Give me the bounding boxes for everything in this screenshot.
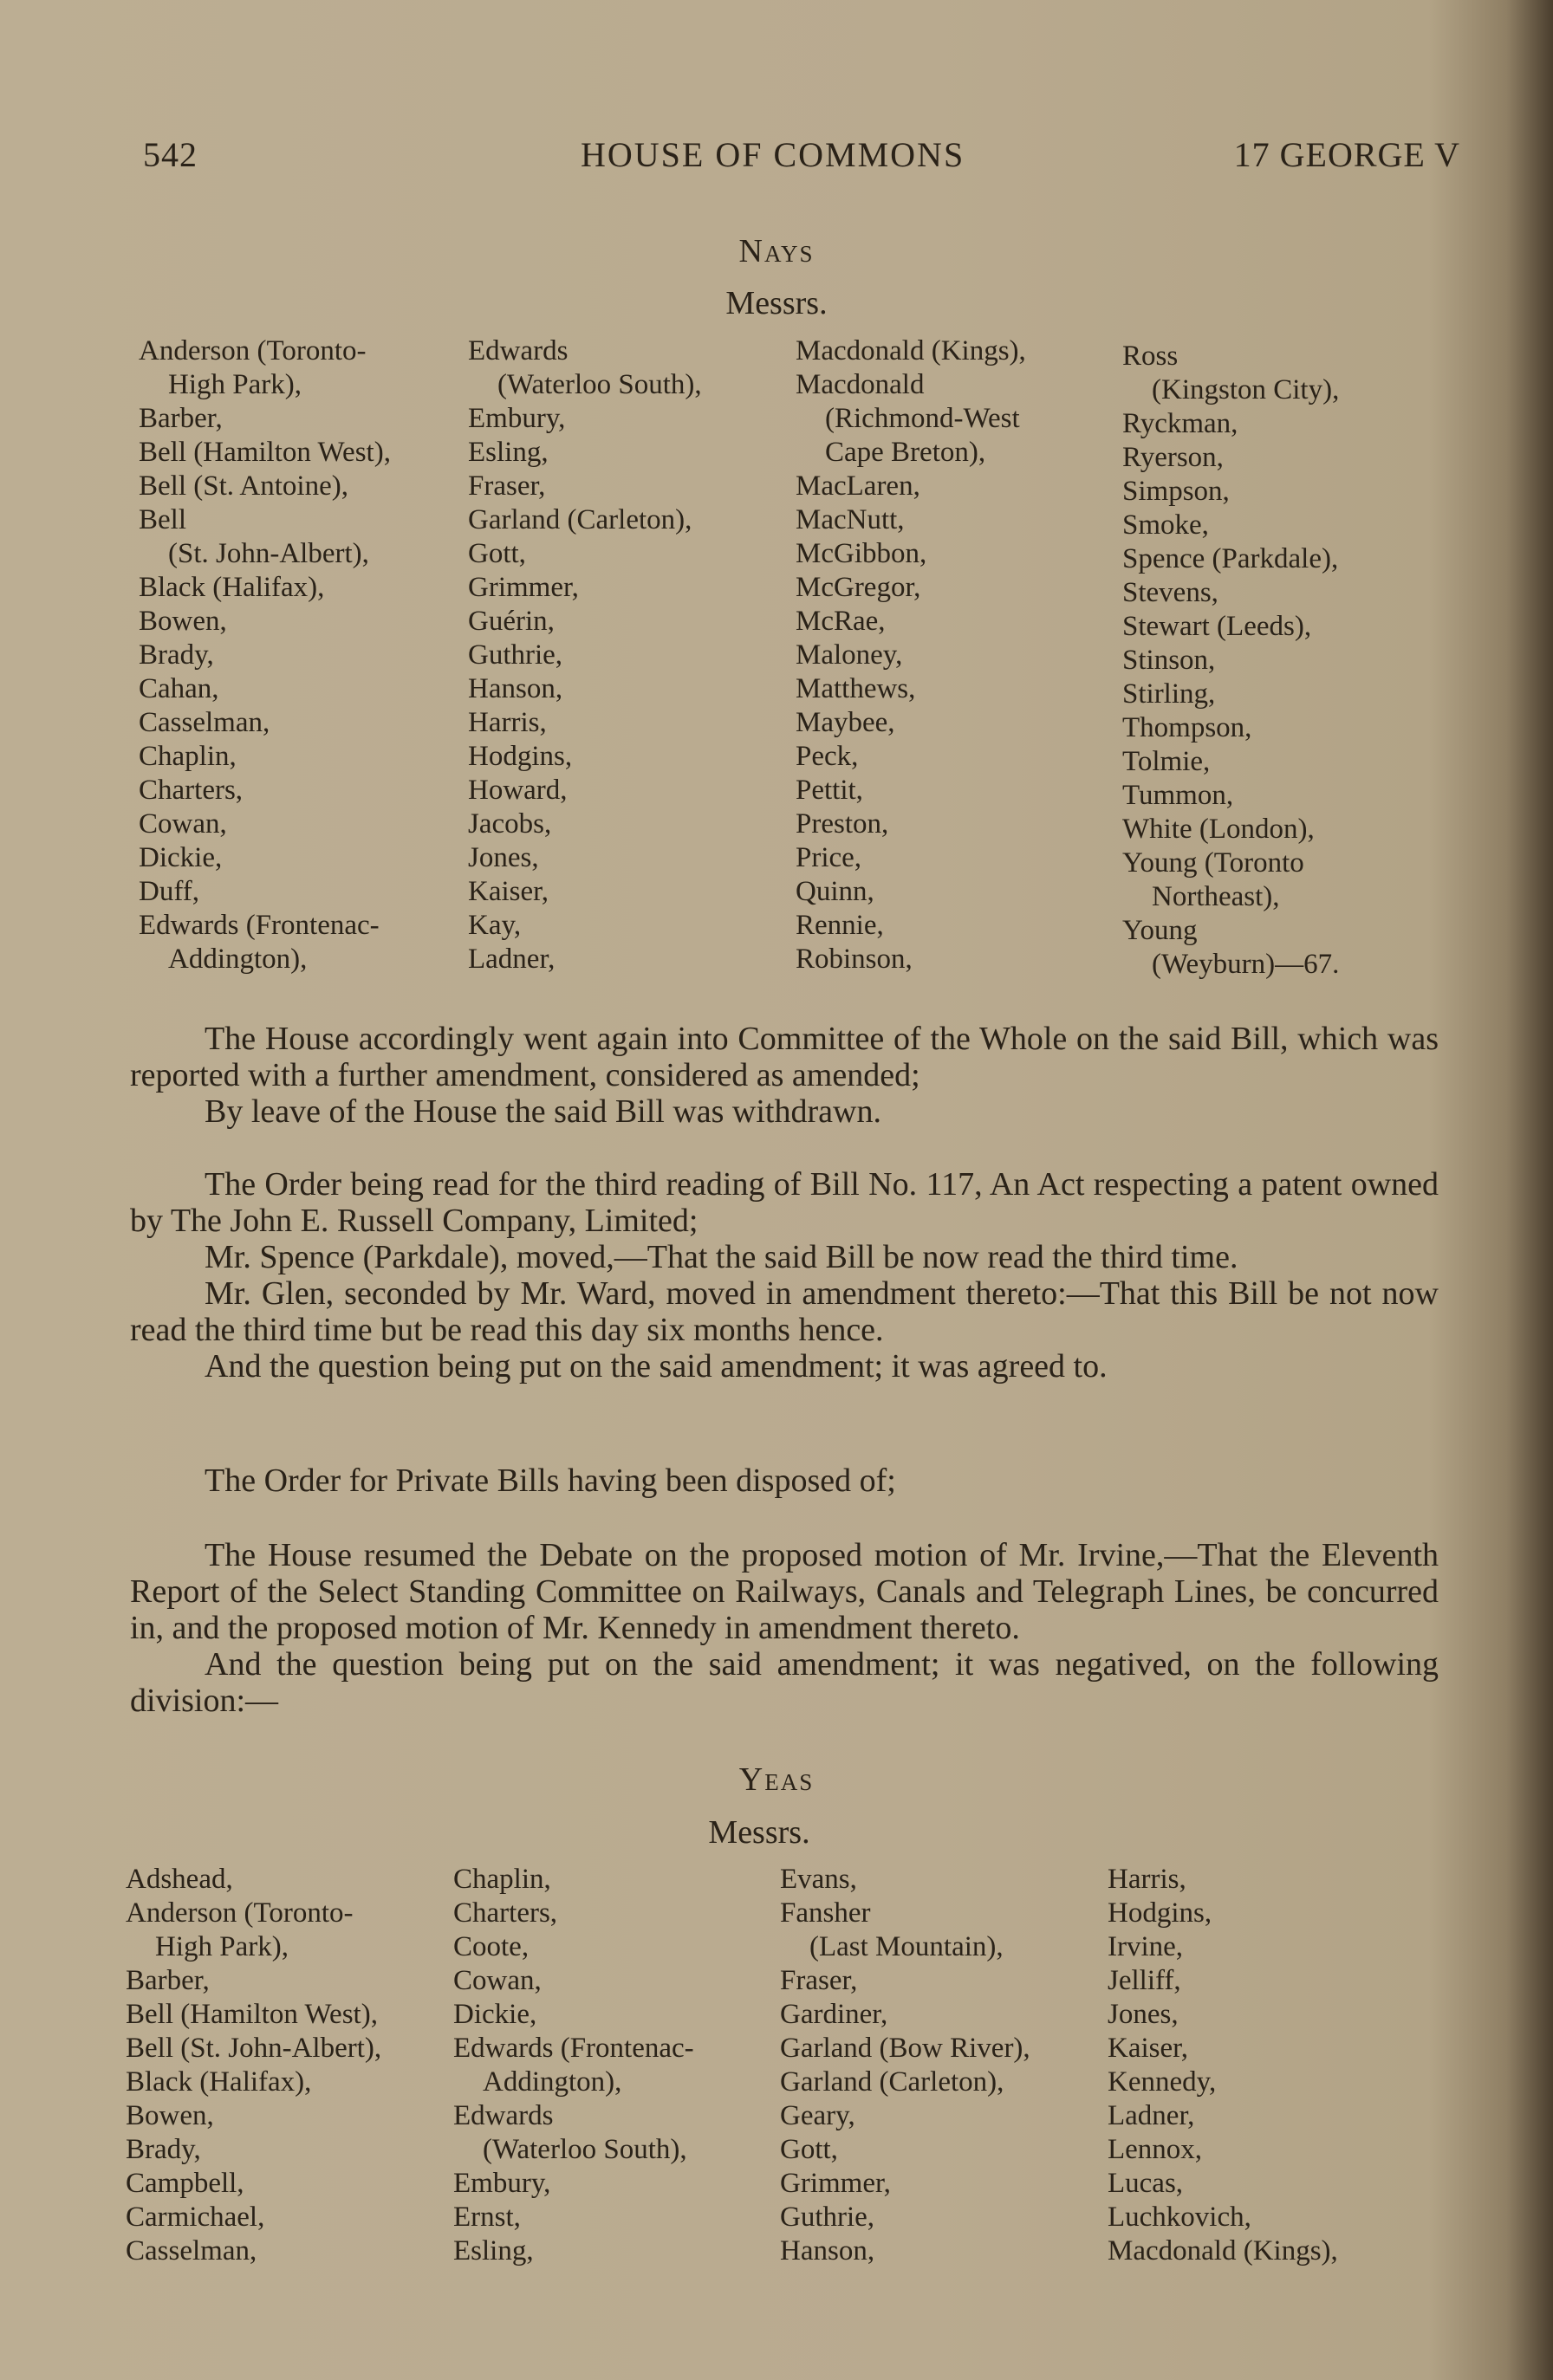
nays-column-1: [139, 334, 391, 976]
member-name: Bell (St. John-Albert),: [126, 2033, 382, 2064]
paragraph: The House resumed the Debate on the proposed motion of Mr. Irvine,—That the Eleventh Report of the Select Standing Committee on Railways, Canals and Telegraph Lines, be concurred in, and the proposed motion of Mr. Kennedy in amendment thereto.: [130, 1537, 1439, 1646]
member-name: Edwards: [453, 2100, 554, 2131]
member-name: Jones,: [1108, 1999, 1179, 2030]
member-name: Addington),: [483, 2066, 622, 2098]
member-name: Bell: [139, 504, 186, 535]
member-name: MacNutt,: [796, 504, 905, 535]
page-header: [143, 134, 1460, 186]
member-name: Coote,: [453, 1931, 530, 1962]
member-name: Ladner,: [468, 944, 556, 975]
member-name: High Park),: [155, 1931, 289, 1962]
member-name: Embury,: [468, 403, 566, 434]
member-name: Charters,: [453, 1897, 558, 1929]
member-name: Stinson,: [1122, 645, 1216, 676]
member-name: Dickie,: [139, 842, 223, 873]
yeas-heading: Yeas: [738, 1761, 815, 1798]
yeas-column-2: [453, 1863, 694, 2268]
member-name: Howard,: [468, 775, 568, 806]
member-name: Spence (Parkdale),: [1122, 543, 1339, 574]
member-name: Young (Toronto: [1122, 847, 1304, 879]
yeas-messrs: Messrs.: [708, 1814, 810, 1851]
member-name: Anderson (Toronto-: [126, 1897, 354, 1929]
paragraph: The Order for Private Bills having been disposed of;: [205, 1462, 896, 1499]
member-name: Garland (Carleton),: [780, 2066, 1004, 2098]
paragraph: Mr. Glen, seconded by Mr. Ward, moved in amendment thereto:—That this Bill be not now read the third time but be read this day six months hence.: [130, 1275, 1439, 1348]
member-name: Hanson,: [780, 2235, 875, 2267]
member-name: Simpson,: [1122, 476, 1230, 507]
member-name: Grimmer,: [468, 572, 579, 603]
member-name: Esling,: [453, 2235, 534, 2267]
paragraph-group-private-bills: [130, 1462, 1439, 1499]
paragraph-group-committee: [130, 1021, 1439, 1130]
member-name: McRae,: [796, 606, 886, 637]
member-name: Ryckman,: [1122, 408, 1238, 439]
member-name: Stevens,: [1122, 577, 1218, 608]
member-name: (Waterloo South),: [497, 369, 702, 400]
member-name: Stirling,: [1122, 678, 1216, 710]
member-name: Peck,: [796, 741, 859, 772]
member-name: Guthrie,: [780, 2202, 875, 2233]
member-name: Bell (Hamilton West),: [126, 1999, 378, 2030]
member-name: Jones,: [468, 842, 539, 873]
paragraph: By leave of the House the said Bill was withdrawn.: [205, 1093, 881, 1130]
member-name: Jelliff,: [1108, 1965, 1181, 1996]
member-name: Ryerson,: [1122, 442, 1224, 473]
member-name: (Weyburn)—67.: [1152, 949, 1340, 980]
member-name: Guthrie,: [468, 639, 563, 671]
member-name: Kennedy,: [1108, 2066, 1217, 2098]
member-name: Casselman,: [126, 2235, 257, 2267]
member-name: (St. John-Albert),: [168, 538, 369, 569]
paragraph: And the question being put on the said amendment; it was negatived, on the following division:—: [130, 1646, 1439, 1719]
member-name: Gott,: [780, 2134, 838, 2165]
nays-heading: Nays: [738, 233, 815, 269]
regnal-year: 17 GEORGE V: [1233, 135, 1460, 174]
member-name: Northeast),: [1152, 881, 1280, 912]
member-name: Brady,: [139, 639, 214, 671]
paragraph: Mr. Spence (Parkdale), moved,—That the said Bill be now read the third time.: [205, 1239, 1238, 1275]
paragraph-group-bill-117: [130, 1166, 1439, 1385]
member-name: (Waterloo South),: [483, 2134, 687, 2165]
member-name: Luchkovich,: [1108, 2202, 1251, 2233]
member-name: Edwards: [468, 335, 569, 366]
member-name: Edwards (Frontenac-: [139, 910, 380, 941]
member-name: Irvine,: [1108, 1931, 1184, 1962]
member-name: Kay,: [468, 910, 522, 941]
member-name: (Last Mountain),: [809, 1931, 1004, 1962]
member-name: Evans,: [780, 1864, 857, 1895]
member-name: Barber,: [139, 403, 223, 434]
member-name: (Richmond-West: [825, 403, 1020, 434]
member-name: Carmichael,: [126, 2202, 265, 2233]
member-name: White (London),: [1122, 814, 1315, 845]
member-name: Cowan,: [139, 808, 227, 840]
member-name: Black (Halifax),: [139, 572, 325, 603]
member-name: Fansher: [780, 1897, 871, 1929]
member-name: MacLaren,: [796, 470, 920, 502]
member-name: Young: [1122, 915, 1198, 946]
nays-column-2: [468, 334, 702, 976]
member-name: Guérin,: [468, 606, 555, 637]
member-name: Cowan,: [453, 1965, 542, 1996]
member-name: Maloney,: [796, 639, 903, 671]
member-name: Cahan,: [139, 673, 219, 704]
nays-messrs: Messrs.: [725, 285, 828, 321]
member-name: Black (Halifax),: [126, 2066, 312, 2098]
member-name: Bell (St. Antoine),: [139, 470, 348, 502]
member-name: Jacobs,: [468, 808, 552, 840]
member-name: Anderson (Toronto-: [139, 335, 367, 366]
member-name: Stewart (Leeds),: [1122, 611, 1312, 642]
member-name: Harris,: [1108, 1864, 1186, 1895]
member-name: Harris,: [468, 707, 547, 738]
yeas-column-3: [780, 1863, 1030, 2268]
yeas-column-4: [1108, 1863, 1338, 2268]
member-name: Ross: [1122, 340, 1179, 372]
member-name: Barber,: [126, 1965, 210, 1996]
page-title: HOUSE OF COMMONS: [581, 135, 965, 174]
member-name: Chaplin,: [139, 741, 237, 772]
member-name: Bowen,: [139, 606, 227, 637]
paragraph: The Order being read for the third reading of Bill No. 117, An Act respecting a patent owned by The John E. Russell Company, Limited;: [130, 1166, 1439, 1239]
member-name: Thompson,: [1122, 712, 1252, 743]
member-name: Adshead,: [126, 1864, 233, 1895]
member-name: Bowen,: [126, 2100, 214, 2131]
member-name: Pettit,: [796, 775, 863, 806]
member-name: Bell (Hamilton West),: [139, 437, 391, 468]
member-name: High Park),: [168, 369, 302, 400]
member-name: Quinn,: [796, 876, 874, 907]
member-name: Ladner,: [1108, 2100, 1195, 2131]
member-name: Cape Breton),: [825, 437, 986, 468]
member-name: Tummon,: [1122, 780, 1234, 811]
member-name: Tolmie,: [1122, 746, 1211, 777]
member-name: Macdonald (Kings),: [796, 335, 1026, 366]
member-name: Duff,: [139, 876, 199, 907]
member-name: Garland (Carleton),: [468, 504, 692, 535]
member-name: Maybee,: [796, 707, 895, 738]
member-name: Brady,: [126, 2134, 201, 2165]
member-name: Preston,: [796, 808, 889, 840]
member-name: Price,: [796, 842, 862, 873]
paragraph: The House accordingly went again into Committee of the Whole on the said Bill, which was reported with a further amendment, considered as amended;: [130, 1021, 1439, 1093]
member-name: Hanson,: [468, 673, 563, 704]
member-name: Robinson,: [796, 944, 913, 975]
page-number: 542: [143, 135, 198, 174]
member-name: Gardiner,: [780, 1999, 888, 2030]
member-name: Gott,: [468, 538, 526, 569]
member-name: Kaiser,: [1108, 2033, 1189, 2064]
member-name: Chaplin,: [453, 1864, 551, 1895]
nays-column-3: [796, 334, 1026, 976]
yeas-column-1: [126, 1863, 381, 2268]
member-name: Rennie,: [796, 910, 884, 941]
member-name: Lucas,: [1108, 2168, 1184, 2199]
member-name: Ernst,: [453, 2202, 521, 2233]
member-name: Hodgins,: [1108, 1897, 1212, 1929]
member-name: Hodgins,: [468, 741, 573, 772]
member-name: (Kingston City),: [1152, 374, 1340, 405]
member-name: Smoke,: [1122, 509, 1209, 541]
member-name: Charters,: [139, 775, 244, 806]
member-name: Macdonald: [796, 369, 925, 400]
member-name: Geary,: [780, 2100, 855, 2131]
member-name: Macdonald (Kings),: [1108, 2235, 1338, 2267]
member-name: Matthews,: [796, 673, 916, 704]
member-name: Campbell,: [126, 2168, 244, 2199]
nays-column-4: [1122, 340, 1339, 982]
member-name: Kaiser,: [468, 876, 549, 907]
paragraph: And the question being put on the said amendment; it was agreed to.: [205, 1348, 1108, 1385]
member-name: Edwards (Frontenac-: [453, 2033, 694, 2064]
member-name: Fraser,: [468, 470, 546, 502]
member-name: Fraser,: [780, 1965, 858, 1996]
member-name: Casselman,: [139, 707, 270, 738]
member-name: McGibbon,: [796, 538, 927, 569]
member-name: Garland (Bow River),: [780, 2033, 1030, 2064]
member-name: Lennox,: [1108, 2134, 1203, 2165]
member-name: Esling,: [468, 437, 549, 468]
member-name: Grimmer,: [780, 2168, 891, 2199]
paragraph-group-debate: [130, 1537, 1439, 1719]
member-name: Dickie,: [453, 1999, 537, 2030]
member-name: Embury,: [453, 2168, 551, 2199]
member-name: Addington),: [168, 944, 308, 975]
member-name: McGregor,: [796, 572, 921, 603]
